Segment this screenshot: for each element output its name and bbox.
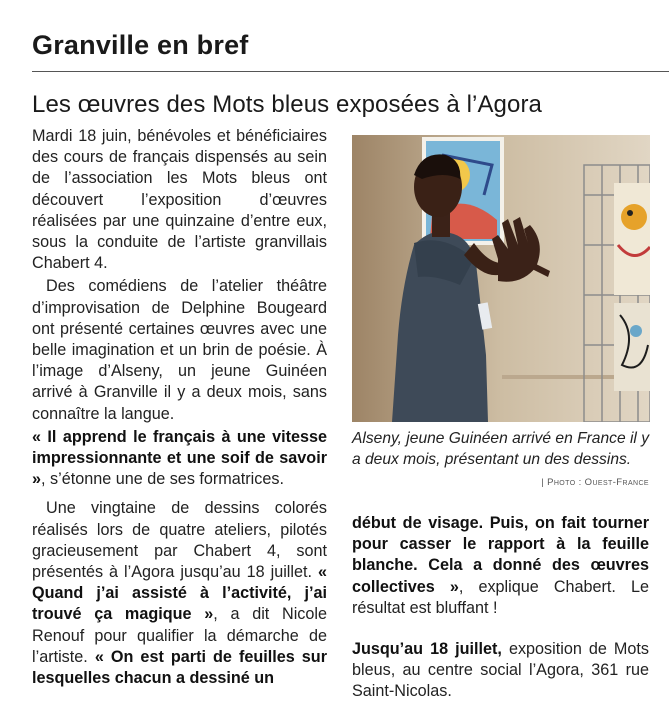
quote-text: début de visage. Puis, on fait tourner pour casser le rapport à la feuille blanche. Cela a donné des œuvres collectives » <box>352 514 649 596</box>
paragraph-quote <box>32 427 327 491</box>
exhibition-details: exposition de Mots bleus, au centre social l’Agora, 361 rue Saint-Nicolas. <box>352 640 650 701</box>
photo-credit: | Photo : Ouest-France <box>541 477 649 488</box>
exhibition-date: Jusqu’au 18 juillet, <box>352 640 502 659</box>
quote-text: « Quand j’ai assisté à l’activité, j’ai trouvé ça magique » <box>32 563 327 624</box>
paragraph <box>32 498 327 689</box>
paragraph-text: Une vingtaine de dessins colorés réalisés lors de quatre ateliers, pilotés gracieusement par Chabert 4, sont présentés à l’Agora jusqu’au 18 juillet. <box>32 499 327 582</box>
quote-attribution: , explique Chabert. Le résultat est bluffant ! <box>352 577 649 617</box>
paragraph: Des comédiens de l’atelier théâtre d’improvisation de Delphine Bougeard ont présenté certaines œuvres avec une belle imagination et un brin de poésie. À l’image d’Alseny, un jeune Guinéen arrivé à Granville il y a deux mois, sans connaître la langue. <box>32 277 327 423</box>
quote-attribution: , a dit Nicole Renouf pour qualifier la démarche de l’artiste. <box>32 605 327 666</box>
paragraph-quote <box>352 513 649 619</box>
quote-attribution: , s’étonne une de ses formatrices. <box>41 470 284 489</box>
quote-text: « Il apprend le français à une vitesse impressionnante et une soif de savoir » <box>32 427 327 489</box>
section-rule <box>32 71 669 72</box>
quote-text: « On est parti de feuilles sur lesquelles chacun a dessiné un <box>32 647 327 688</box>
section-title: Granville en bref <box>32 30 249 60</box>
article-headline: Les œuvres des Mots bleus exposées à l’Agora <box>32 91 542 118</box>
photo-caption: Alseny, jeune Guinéen arrivé en France il y a deux mois, présentant un des dessins. <box>352 430 650 468</box>
exhibition-info <box>352 639 649 703</box>
paragraph: Mardi 18 juin, bénévoles et bénéficiaires des cours de français dispensés au sein de l’association les Mots bleus ont découvert l’exposition d’œuvres réalisées par une quinzaine d’entre eux, sous la conduite de l’artiste granvillais Chabert 4. <box>32 127 327 273</box>
article-column-right <box>352 513 649 703</box>
article-photo <box>352 135 650 422</box>
article-column-left <box>32 126 327 689</box>
